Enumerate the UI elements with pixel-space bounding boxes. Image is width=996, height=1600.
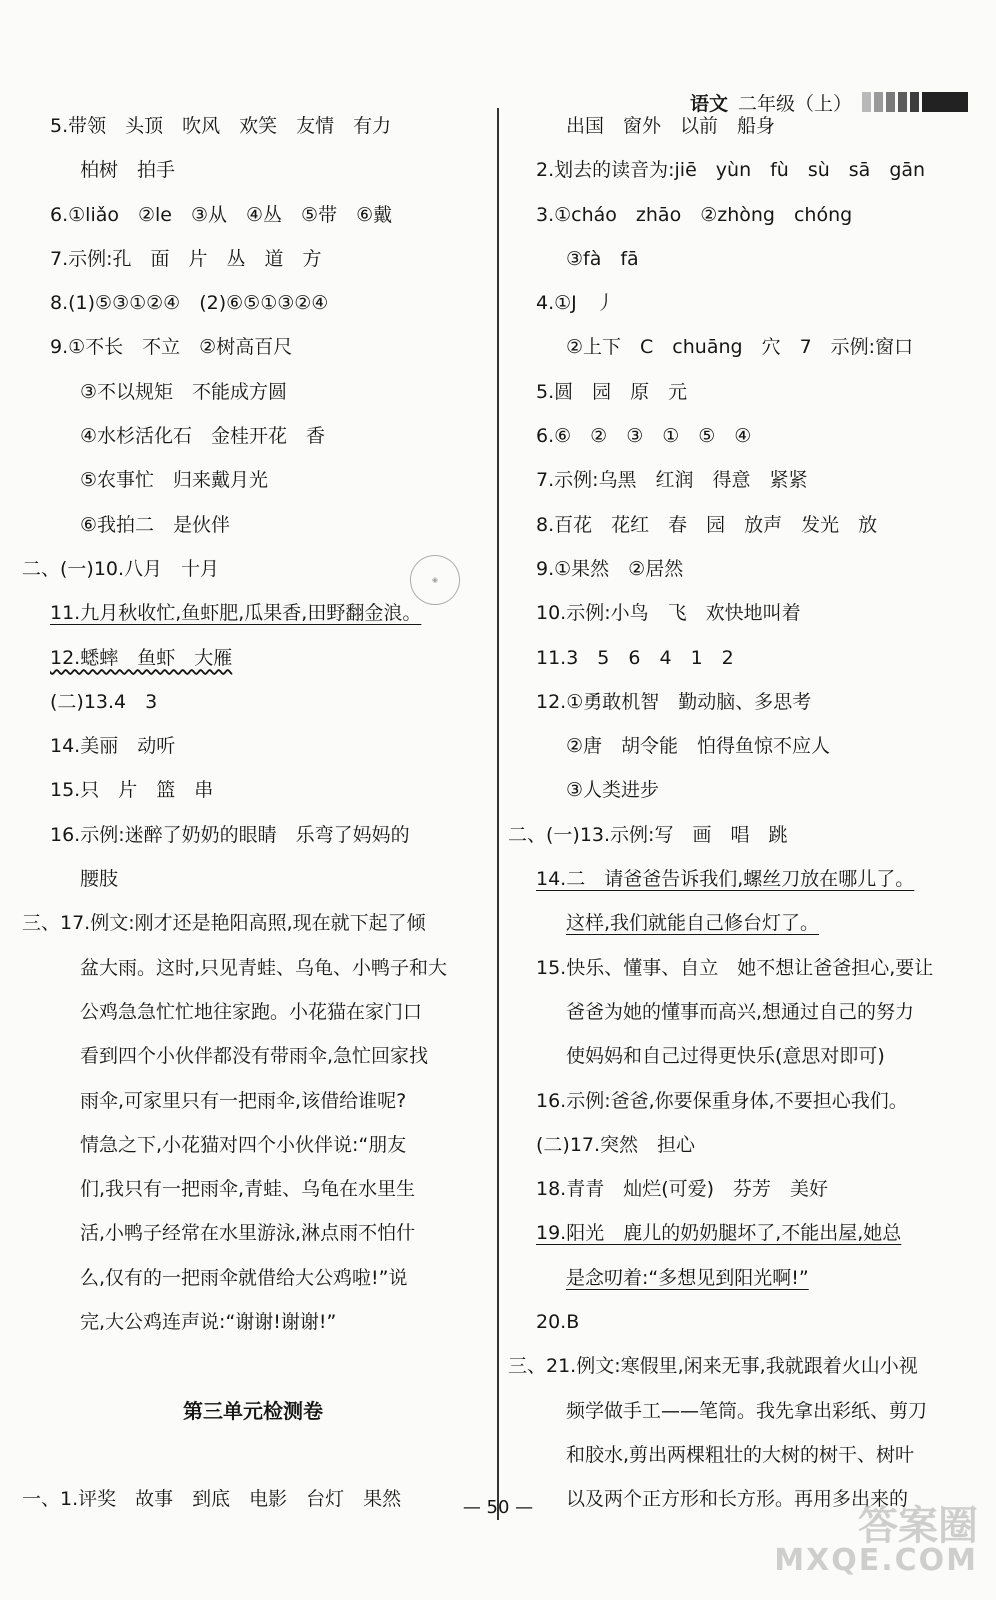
answer-line xyxy=(22,636,484,680)
answer-line xyxy=(22,1300,484,1344)
answer-text: 三、17.例文:刚才还是艳阳高照,现在就下起了倾 xyxy=(22,912,426,935)
answer-text: ③人类进步 xyxy=(566,779,660,802)
answer-text: 盆大雨。这时,只见青蛙、乌龟、小鸭子和大 xyxy=(80,956,448,979)
answer-line xyxy=(22,1123,484,1167)
answer-line xyxy=(508,237,970,281)
answer-line xyxy=(22,414,484,458)
answer-line xyxy=(22,1167,484,1211)
answer-line xyxy=(508,768,970,812)
answer-text: 6.⑥ ② ③ ① ⑤ ④ xyxy=(536,425,752,448)
answer-text: (二)17.突然 担心 xyxy=(536,1133,696,1156)
answer-text: 19.阳光 鹿儿的奶奶腿坏了,不能出屋,她总 xyxy=(536,1222,902,1245)
answer-line xyxy=(508,104,970,148)
answer-line xyxy=(22,1344,484,1388)
answer-text: ②唐 胡令能 怕得鱼惊不应人 xyxy=(566,735,831,758)
answer-line xyxy=(22,104,484,148)
answer-line xyxy=(508,1079,970,1123)
answer-text: 5.带领 头顶 吹风 欢笑 友情 有力 xyxy=(50,115,392,137)
answer-text: 活,小鸭子经常在水里游泳,淋点雨不怕什 xyxy=(80,1222,416,1245)
answer-text: 10.示例:小鸟 飞 欢快地叫着 xyxy=(536,602,801,625)
column-divider xyxy=(497,108,499,1520)
answer-text: 8.百花 花红 春 园 放声 发光 放 xyxy=(536,513,878,536)
answer-text: 9.①果然 ②居然 xyxy=(536,557,684,580)
answer-line xyxy=(22,148,484,192)
answer-line xyxy=(508,414,970,458)
answer-text: ⑤农事忙 归来戴月光 xyxy=(80,469,269,492)
page-number: — 50 — xyxy=(462,1497,534,1518)
answer-line xyxy=(22,1433,484,1477)
answer-line xyxy=(22,281,484,325)
answer-line xyxy=(22,901,484,945)
answer-text: 15.快乐、懂事、自立 她不想让爸爸担心,要让 xyxy=(536,956,934,979)
answer-text: 15.只 片 篮 串 xyxy=(50,779,214,802)
answer-text: 爸爸为她的懂事而高兴,想通过自己的努力 xyxy=(566,1000,915,1023)
answer-text: 公鸡急急忙忙地往家跑。小花猫在家门口 xyxy=(80,1000,423,1023)
answer-text: 使妈妈和自己过得更快乐(意思对即可) xyxy=(566,1045,885,1068)
answer-text: ④水杉活化石 金桂开花 香 xyxy=(80,425,326,448)
answer-text: 11.九月秋收忙,鱼虾肥,瓜果香,田野翻金浪。 xyxy=(50,602,422,625)
answer-line xyxy=(508,1433,970,1477)
answer-line xyxy=(22,1079,484,1123)
watermark-line1: 答案圈 xyxy=(858,1503,978,1549)
answer-line xyxy=(508,901,970,945)
answer-text: 3.①cháo zhāo ②zhòng chóng xyxy=(536,203,853,226)
answer-line xyxy=(508,458,970,502)
answer-line xyxy=(508,370,970,414)
answer-line xyxy=(508,1123,970,1167)
answer-line xyxy=(508,990,970,1034)
answer-line xyxy=(22,1034,484,1078)
answer-text: 们,我只有一把雨伞,青蛙、乌龟在水里生 xyxy=(80,1178,416,1201)
answer-line xyxy=(22,813,484,857)
answer-text: 11.3 5 6 4 1 2 xyxy=(536,646,734,669)
answer-text: 12.①勇敢机智 勤动脑、多思考 xyxy=(536,690,812,713)
answer-line xyxy=(508,325,970,369)
answer-text: 完,大公鸡连声说:“谢谢!谢谢!” xyxy=(80,1311,337,1334)
answer-line xyxy=(508,857,970,901)
watermark-logo xyxy=(774,1503,978,1578)
answer-text: 12.蟋蟀 鱼虾 大雁 xyxy=(50,646,233,669)
answer-line xyxy=(508,724,970,768)
answer-text: 么,仅有的一把雨伞就借给大公鸡啦!”说 xyxy=(80,1266,408,1289)
answer-text: 情急之下,小花猫对四个小伙伴说:“朋友 xyxy=(80,1133,407,1156)
answer-text: 4.①J 丿 xyxy=(536,292,615,315)
answer-text: 出国 窗外 以前 船身 xyxy=(566,115,776,137)
answer-line xyxy=(508,547,970,591)
answer-line xyxy=(22,946,484,990)
answer-line xyxy=(508,193,970,237)
answer-text: 一、1.评奖 故事 到底 电影 台灯 果然 xyxy=(22,1488,402,1511)
answer-line xyxy=(508,813,970,857)
right-answer-column xyxy=(508,104,970,1522)
answer-text: 二、(一)10.八月 十月 xyxy=(22,557,220,580)
answer-text: 5.圆 园 原 元 xyxy=(536,380,688,403)
answer-text: 6.①liǎo ②le ③从 ④丛 ⑤带 ⑥戴 xyxy=(50,203,393,226)
answer-text: 16.示例:迷醉了奶奶的眼睛 乐弯了妈妈的 xyxy=(50,823,410,846)
answer-line xyxy=(22,857,484,901)
answer-line xyxy=(22,325,484,369)
answer-text: 这样,我们就能自己修台灯了。 xyxy=(566,912,820,935)
watermark-line2: MXQE.COM xyxy=(774,1543,978,1578)
answer-text: 7.示例:乌黑 红润 得意 紧紧 xyxy=(536,469,808,492)
answer-line xyxy=(22,1211,484,1255)
answer-text: 二、(一)13.示例:写 画 唱 跳 xyxy=(508,823,788,846)
answer-text: ⑥我拍二 是伙伴 xyxy=(80,513,231,536)
answer-text: 8.(1)⑤③①②④ (2)⑥⑤①③②④ xyxy=(50,292,329,315)
subject-label: 语文 xyxy=(689,92,728,115)
answer-text: 柏树 拍手 xyxy=(80,159,176,182)
answer-line xyxy=(508,636,970,680)
answer-line xyxy=(508,1256,970,1300)
answer-text: (二)13.4 3 xyxy=(50,690,158,713)
answer-line xyxy=(508,1034,970,1078)
answer-line xyxy=(22,724,484,768)
answer-line xyxy=(22,458,484,502)
answer-line xyxy=(508,946,970,990)
section-title xyxy=(22,1389,484,1433)
answer-line xyxy=(508,1389,970,1433)
answer-text: 以及两个正方形和长方形。再用多出来的 xyxy=(566,1488,909,1511)
answer-text: 7.示例:孔 面 片 丛 道 方 xyxy=(50,247,322,270)
answer-text: 腰肢 xyxy=(80,868,119,891)
answer-text: 雨伞,可家里只有一把雨伞,该借给谁呢? xyxy=(80,1089,407,1112)
left-answer-column xyxy=(22,104,484,1522)
answer-text: 20.B xyxy=(536,1311,580,1334)
answer-line xyxy=(22,503,484,547)
grade-label: 二年级（上） xyxy=(737,92,852,115)
answer-text: 三、21.例文:寒假里,闲来无事,我就跟着火山小视 xyxy=(508,1355,918,1378)
answer-line xyxy=(508,591,970,635)
answer-text: 看到四个小伙伴都没有带雨伞,急忙回家找 xyxy=(80,1045,429,1068)
answer-text: 18.青青 灿烂(可爱) 芬芳 美好 xyxy=(536,1178,829,1201)
answer-text: 第三单元检测卷 xyxy=(183,1398,323,1423)
answer-text: 是念叨着:“多想见到阳光啊!” xyxy=(566,1266,809,1289)
answer-line xyxy=(508,281,970,325)
answer-line xyxy=(508,680,970,724)
answer-text: ③不以规矩 不能成方圆 xyxy=(80,380,288,403)
answer-line xyxy=(508,1167,970,1211)
answer-line xyxy=(22,237,484,281)
seal-stamp-image: ◉ xyxy=(405,550,464,609)
answer-text: 16.示例:爸爸,你要保重身体,不要担心我们。 xyxy=(536,1089,908,1112)
answer-text: 2.划去的读音为:jiē yùn fù sù sā gān xyxy=(536,159,926,182)
answer-text: 14.二 请爸爸告诉我们,螺丝刀放在哪儿了。 xyxy=(536,868,915,891)
answer-line xyxy=(22,1256,484,1300)
answer-line xyxy=(22,680,484,724)
answer-text: 14.美丽 动听 xyxy=(50,735,176,758)
answer-line xyxy=(22,370,484,414)
answer-text: ②上下 C chuāng 穴 7 示例:窗口 xyxy=(566,336,914,359)
answer-text: 和胶水,剪出两棵粗壮的大树的树干、树叶 xyxy=(566,1443,915,1466)
answer-text: 频学做手工——笔筒。我先拿出彩纸、剪刀 xyxy=(566,1399,928,1422)
answer-line xyxy=(22,591,484,635)
answer-line xyxy=(508,148,970,192)
answer-line xyxy=(508,1211,970,1255)
answer-line xyxy=(508,503,970,547)
answer-line xyxy=(508,1300,970,1344)
answer-text: 9.①不长 不立 ②树高百尺 xyxy=(50,336,293,359)
answer-text: ③fà fā xyxy=(566,247,639,270)
answer-line xyxy=(22,768,484,812)
answer-line xyxy=(22,193,484,237)
answer-line xyxy=(22,990,484,1034)
answer-line xyxy=(508,1344,970,1388)
